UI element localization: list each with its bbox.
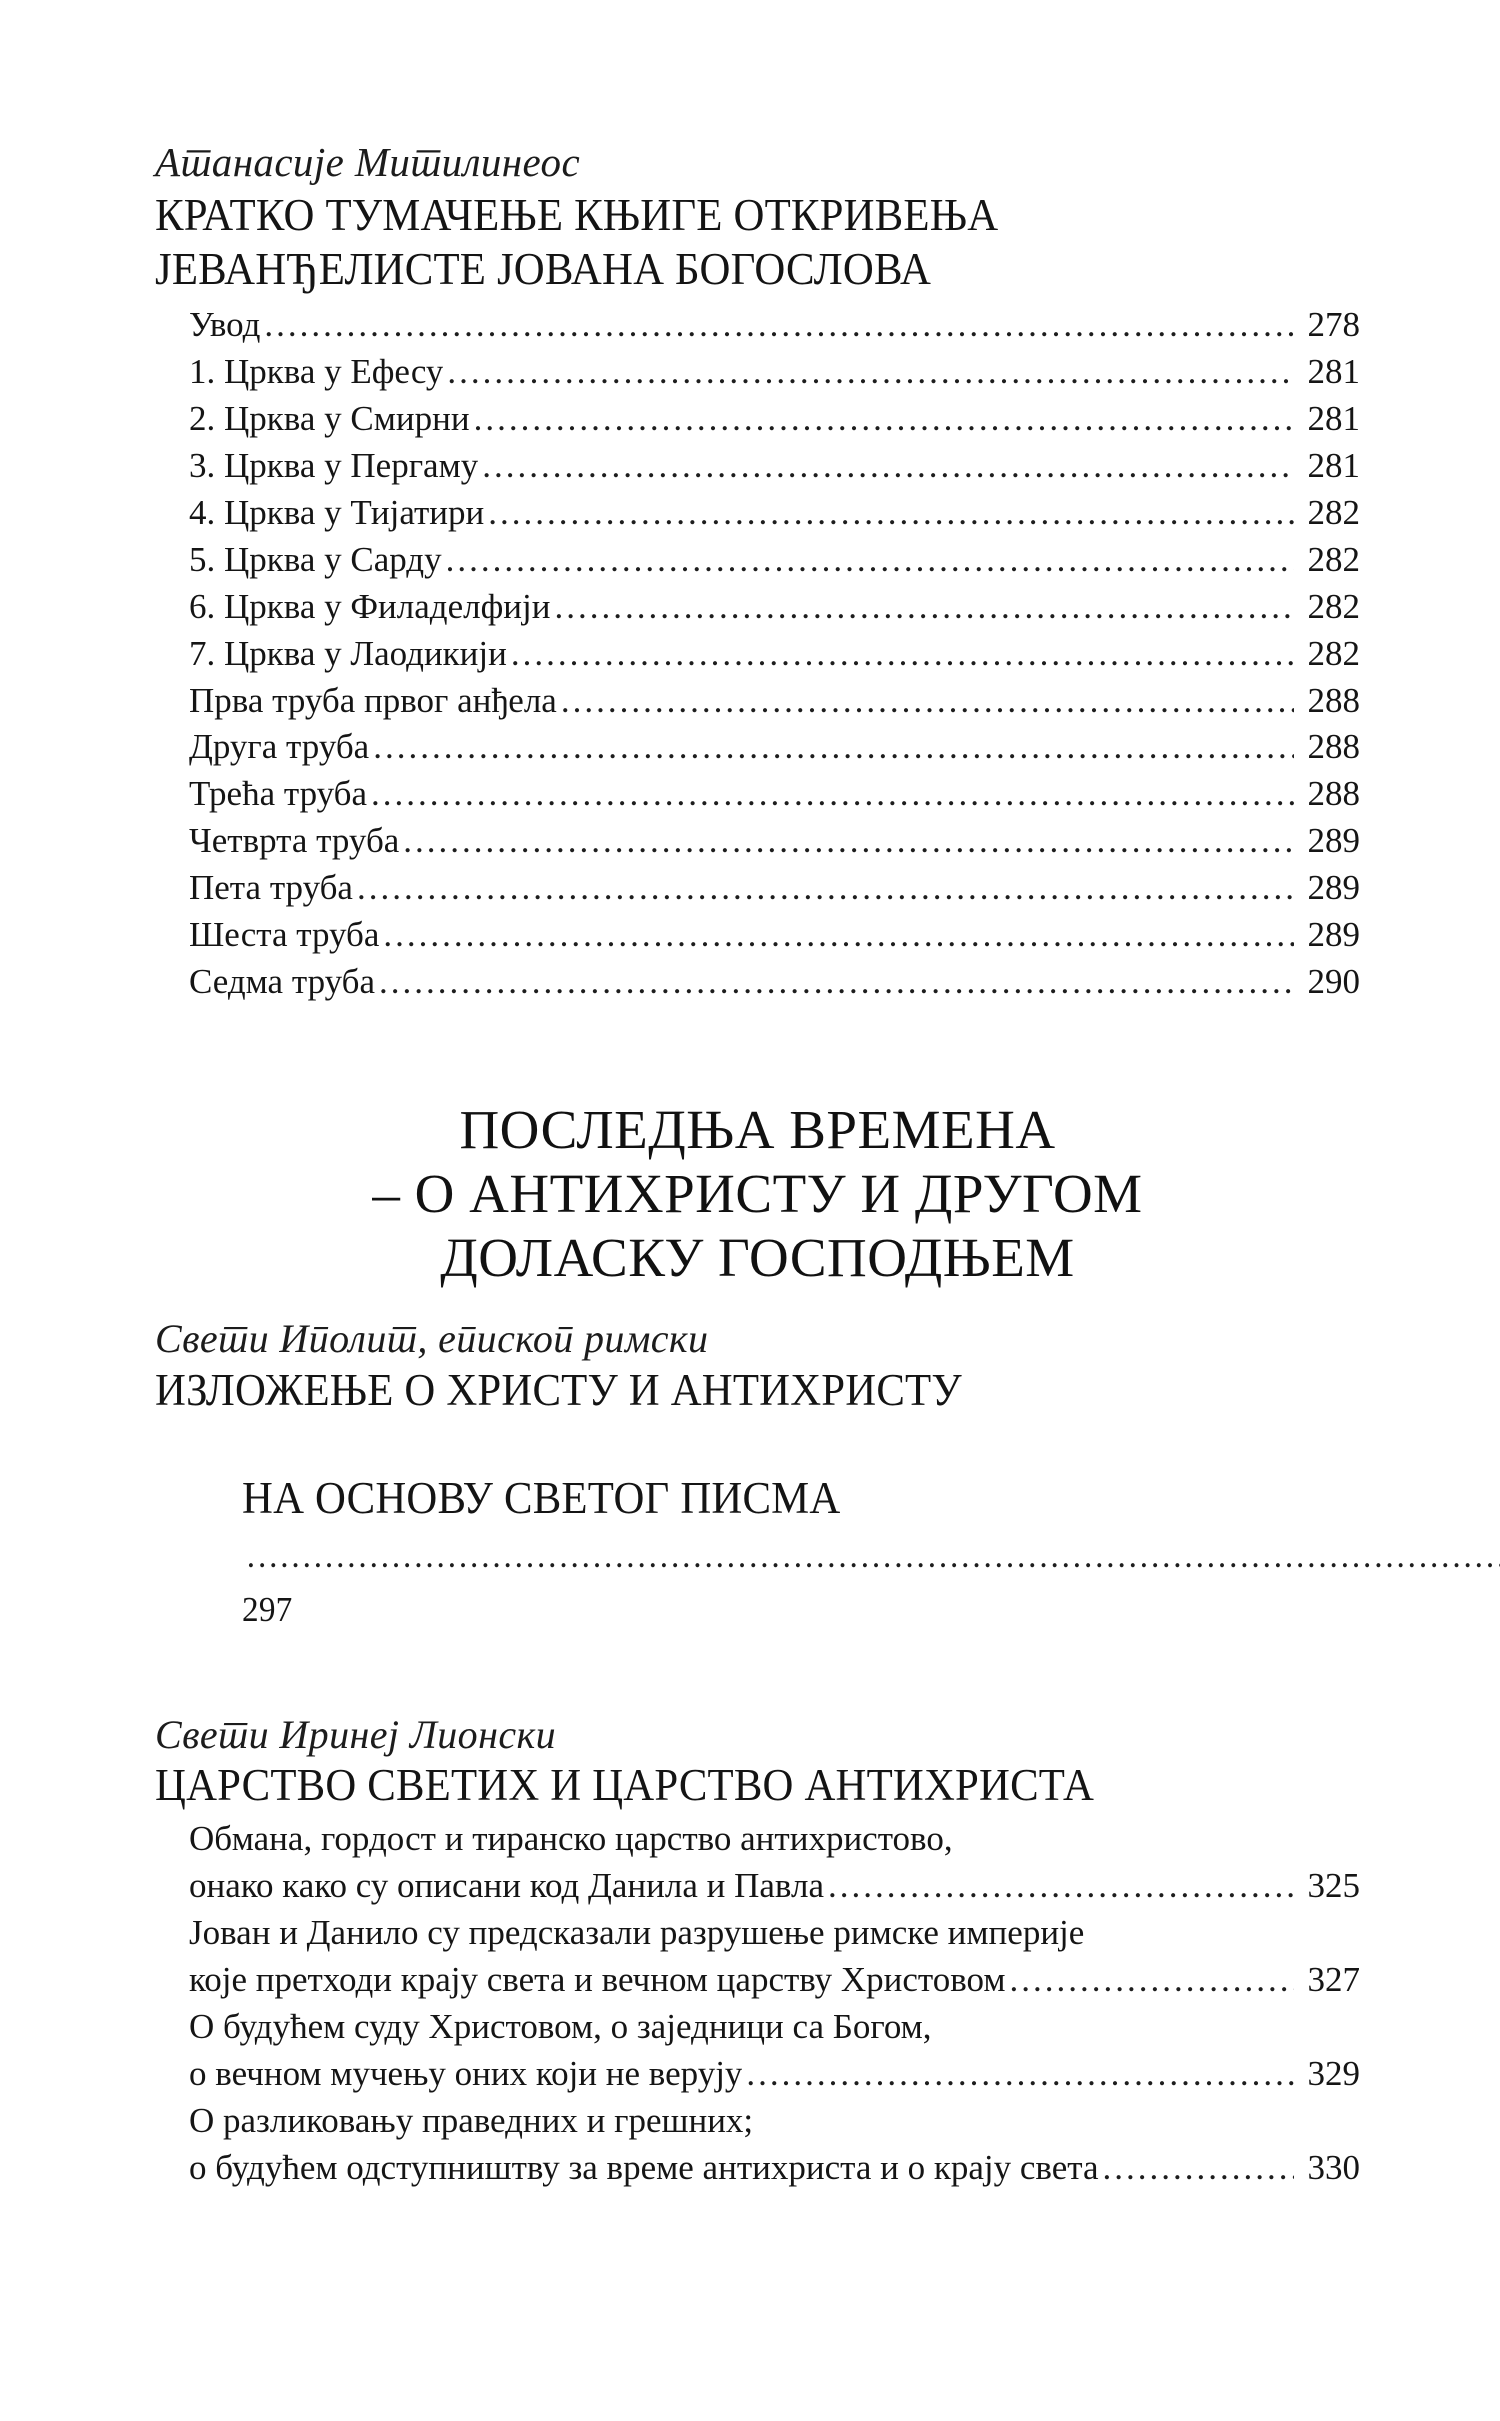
toc-entry-page: 288 <box>1307 774 1360 814</box>
toc-entry-label: 5. Црква у Сарду <box>189 539 442 579</box>
toc-entry-label: Пета труба <box>189 868 353 908</box>
toc-entry[interactable] <box>155 537 1360 584</box>
dot-leader <box>474 408 1294 443</box>
toc-entry-label-line-1: Обмана, гордост и тиранско царство антихристово, <box>189 1819 953 1859</box>
toc-entry-page: 288 <box>1307 680 1360 720</box>
work-title-irenaeus <box>155 1758 1300 1812</box>
toc-entry[interactable] <box>155 912 1360 959</box>
toc-entry-label: Трећа труба <box>189 774 368 814</box>
work-title-line-2: НА ОСНОВУ СВЕТОГ ПИСМА <box>242 1472 841 1523</box>
toc-entry-label-line-2: онако како су описани код Данила и Павла <box>189 1866 824 1906</box>
toc-entry[interactable] <box>155 1910 1360 2004</box>
dot-leader <box>379 971 1294 1006</box>
toc-entry[interactable] <box>155 631 1360 678</box>
toc-entry[interactable] <box>155 349 1360 396</box>
author-name-irenaeus: Свети Иринеј Лионски <box>155 1711 556 1757</box>
toc-entry-page: 330 <box>1307 2147 1360 2187</box>
section-mitilineos <box>155 140 1360 1006</box>
toc-entry[interactable] <box>155 1816 1360 1910</box>
toc-entry-page: 288 <box>1307 727 1360 767</box>
toc-entry-page: 282 <box>1307 633 1360 673</box>
dot-leader <box>446 549 1294 584</box>
toc-list-irenaeus <box>155 1816 1360 2191</box>
work-title-line-1: КРАТКО ТУМАЧЕЊЕ КЊИГЕ ОТКРИВЕЊА <box>155 188 999 240</box>
toc-entry[interactable] <box>155 771 1360 818</box>
toc-entry-second-line <box>189 1863 1360 1910</box>
work-title-page: 297 <box>242 1589 293 1629</box>
toc-entry-label: 2. Црква у Смирни <box>189 399 470 439</box>
toc-entry[interactable] <box>155 678 1360 725</box>
dot-leader <box>554 596 1294 631</box>
toc-entry[interactable] <box>155 724 1360 771</box>
toc-entry-label: 3. Црква у Пергаму <box>189 446 479 486</box>
toc-entry-label: 6. Црква у Филаделфији <box>189 586 551 626</box>
toc-entry-page: 289 <box>1307 915 1360 955</box>
toc-entry-label-line-1: О разликовању праведних и грешних; <box>189 2100 754 2140</box>
toc-entry-label-line-2: које претходи крају света и вечном царству Христовом <box>189 1960 1006 2000</box>
dot-leader <box>828 1875 1294 1910</box>
toc-entry-label-line-2: о вечном мучењу оних који не верују <box>189 2053 743 2093</box>
toc-entry-page: 289 <box>1307 821 1360 861</box>
toc-entry-page: 329 <box>1307 2053 1360 2093</box>
dot-leader <box>264 314 1294 349</box>
dot-leader <box>511 643 1294 678</box>
toc-entry-label: Друга труба <box>189 727 370 767</box>
toc-list-mitilineos <box>155 302 1360 1005</box>
dot-leader <box>403 830 1294 865</box>
toc-entry-label: Седма труба <box>189 961 375 1001</box>
dot-leader <box>371 783 1294 818</box>
work-title-line-2: ЈЕВАНЂЕЛИСТЕ ЈОВАНА БОГОСЛОВА <box>155 243 932 295</box>
toc-entry[interactable] <box>155 959 1360 1006</box>
work-title-line-1: ИЗЛОЖЕЊЕ О ХРИСТУ И АНТИХРИСТУ <box>155 1364 962 1415</box>
toc-entry-page: 282 <box>1307 493 1360 532</box>
toc-entry-second-line <box>189 1957 1360 2004</box>
toc-entry-page: 282 <box>1307 586 1360 626</box>
toc-entry[interactable] <box>155 2004 1360 2098</box>
dot-leader <box>488 502 1294 537</box>
dot-leader <box>482 455 1294 490</box>
toc-entry[interactable] <box>155 865 1360 912</box>
toc-entry-page: 281 <box>1307 446 1360 486</box>
part-heading-line-1: ПОСЛЕДЊА ВРЕМЕНА <box>459 1098 1056 1160</box>
work-title-line-1: ЦАРСТВО СВЕТИХ И ЦАРСТВО АНТИХРИСТА <box>155 1760 1095 1811</box>
dot-leader <box>561 689 1294 724</box>
work-title-hippolytus[interactable] <box>155 1363 1300 1687</box>
toc-entry[interactable] <box>155 490 1360 537</box>
toc-entry-label: Четврта труба <box>189 821 400 861</box>
toc-entry-label: Шеста труба <box>189 915 380 955</box>
toc-entry-label-line-2: о будућем одступништву за време антихриста и о крају света <box>189 2147 1099 2187</box>
toc-entry-page: 325 <box>1307 1866 1360 1906</box>
dot-leader <box>1103 2157 1294 2192</box>
toc-entry-page: 290 <box>1307 961 1360 1001</box>
dot-leader <box>447 361 1294 396</box>
toc-entry-page: 281 <box>1307 399 1360 439</box>
toc-entry[interactable] <box>155 443 1360 490</box>
toc-entry-label-line-1: Јован и Данило су предсказали разрушење римске империје <box>189 1913 1085 1953</box>
toc-entry[interactable] <box>155 584 1360 631</box>
author-name-mitilineos: Атанасије Митилинеос <box>155 139 581 185</box>
toc-entry[interactable] <box>155 2098 1360 2192</box>
part-heading <box>155 1098 1360 1291</box>
toc-entry-page: 289 <box>1307 868 1360 908</box>
dot-leader <box>383 924 1294 959</box>
toc-entry[interactable] <box>155 396 1360 443</box>
toc-entry-label: 1. Црква у Ефесу <box>189 352 444 392</box>
dot-leader <box>1010 1969 1294 2004</box>
section-irenaeus <box>155 1713 1360 2192</box>
work-title-mitilineos <box>155 188 1276 297</box>
toc-entry-page: 282 <box>1307 539 1360 579</box>
toc-entry[interactable] <box>155 302 1360 349</box>
dot-leader <box>746 2063 1294 2098</box>
toc-entry-label-line-1: О будућем суду Христовом, о заједници са Богом, <box>189 2006 932 2046</box>
toc-entry-label: 7. Црква у Лаодикији <box>189 633 507 673</box>
toc-entry-page: 281 <box>1307 352 1360 392</box>
toc-entry-label: 4. Црква у Тијатири <box>189 493 485 532</box>
author-name-hippolytus: Свети Иполит, епископ римски <box>155 1315 709 1361</box>
dot-leader <box>373 736 1294 771</box>
toc-entry-second-line <box>189 2051 1360 2098</box>
dot-leader <box>357 877 1294 912</box>
toc-entry-page: 327 <box>1307 1960 1360 2000</box>
toc-entry-label: Увод <box>189 305 261 345</box>
toc-entry[interactable] <box>155 818 1360 865</box>
work-title-line-2-row <box>155 1417 1300 1687</box>
part-heading-line-3: ДОЛАСКУ ГОСПОДЊЕМ <box>440 1227 1075 1289</box>
toc-entry-label: Прва труба првог анђела <box>189 680 557 720</box>
section-hippolytus <box>155 1317 1360 1687</box>
part-heading-line-2: – О АНТИХРИСТУ И ДРУГОМ <box>372 1163 1143 1225</box>
toc-entry-second-line <box>189 2145 1360 2192</box>
toc-entry-page: 278 <box>1307 305 1360 345</box>
